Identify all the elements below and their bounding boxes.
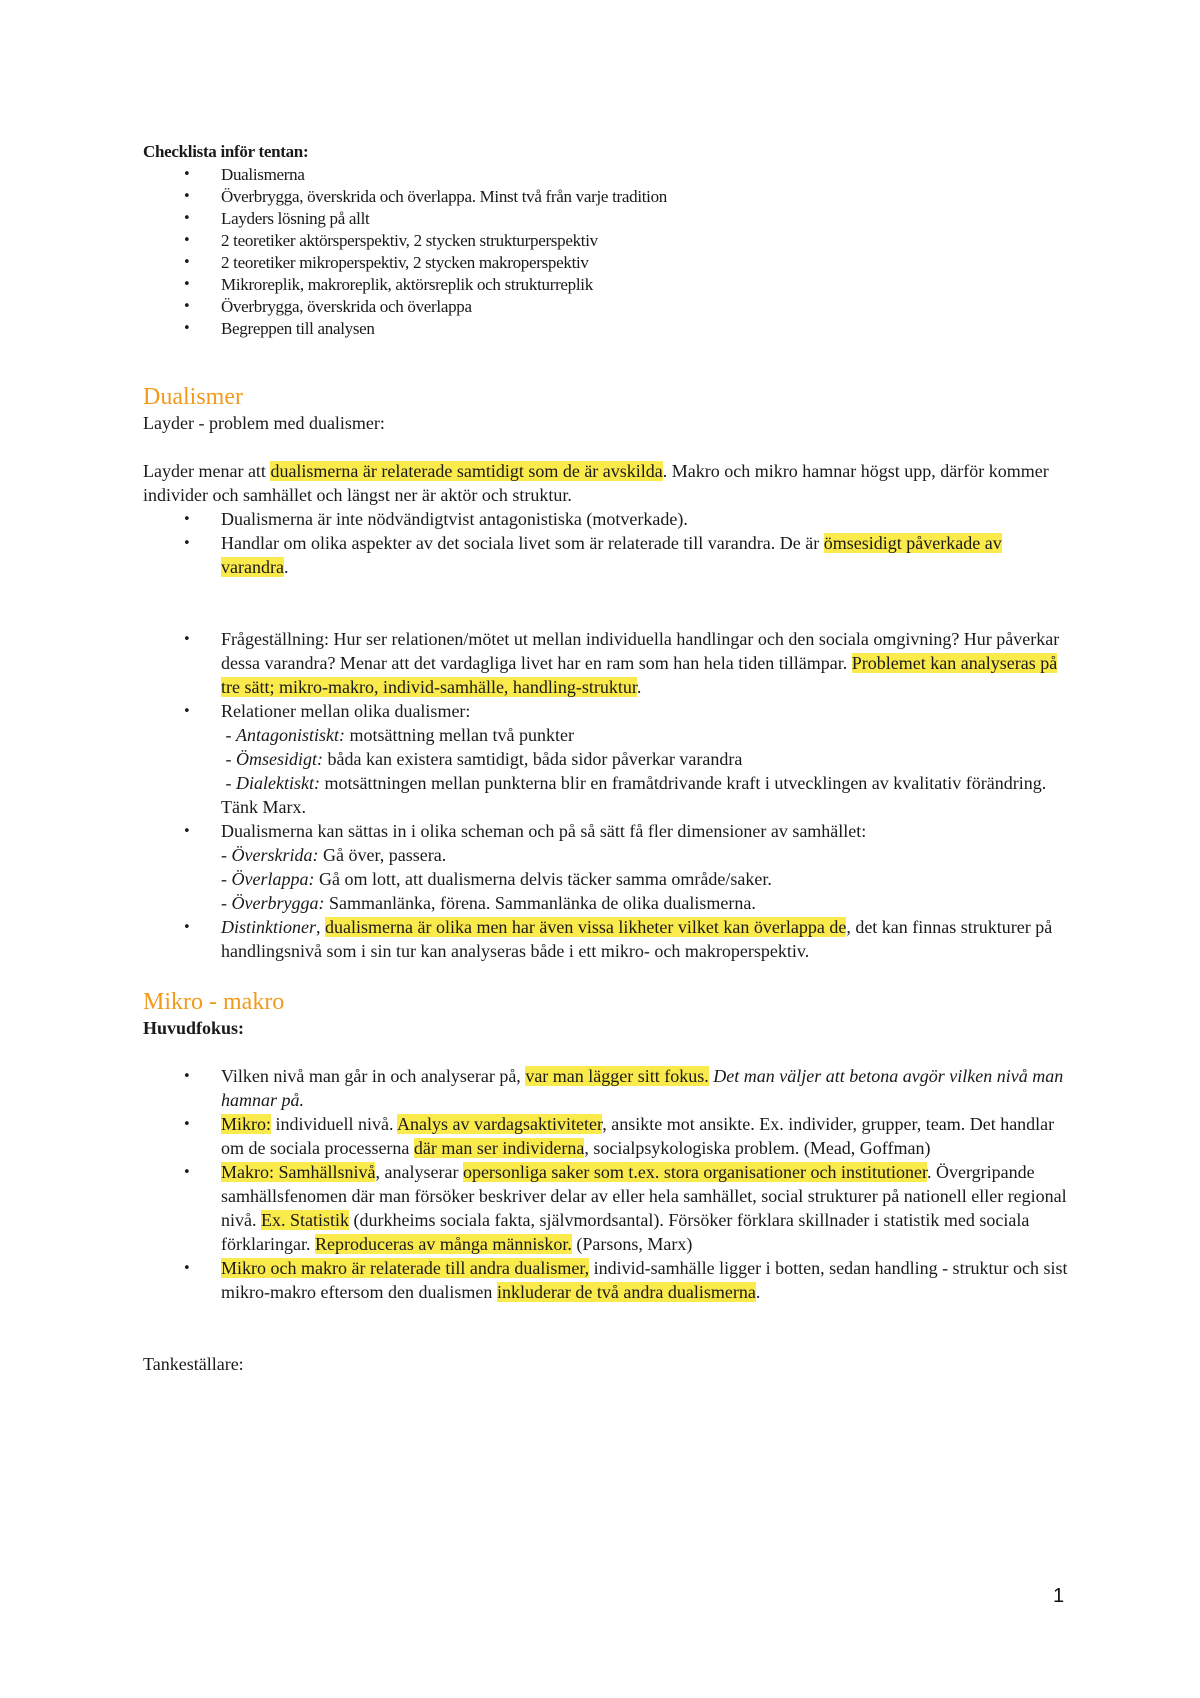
page-number: 1 [1053, 1585, 1065, 1607]
bullet-icon: • [183, 1165, 191, 1180]
closing-line: Tankeställare: [143, 1354, 244, 1374]
dualismer-paragraph: Layder menar att dualismerna är relaterade samtidigt som de är avskilda. Makro och mikro hamnar högst upp, därför kommer individer och samhället och längst ner är aktör och struktur. [143, 461, 1049, 505]
spacer [143, 435, 1073, 459]
list-item: • Vilken nivå man går in och analyserar på, var man lägger sitt fokus. Det man väljer att betona avgör vilken nivå man hamnar på. [183, 1066, 1064, 1110]
list-item: • Dualismerna [183, 165, 305, 184]
page-content [143, 140, 1073, 1376]
dualismer-intro: Layder - problem med dualismer: [143, 413, 385, 433]
list-item: • Mikro: individuell nivå. Analys av vardagsaktiviteter, ansikte mot ansikte. Ex. individer, grupper, team. Det handlar om de sociala processerna där man ser individerna, socialpsykologiska problem. (Mead, Goffman) [183, 1114, 1055, 1158]
bullet-icon: • [183, 211, 191, 226]
bullet-icon: • [183, 321, 191, 336]
list-item: • Layders lösning på allt [183, 209, 370, 228]
bullet-icon: • [183, 1069, 191, 1084]
dualismer-list-2 [143, 627, 1073, 963]
list-item: • 2 teoretiker mikroperspektiv, 2 stycken makroperspektiv [183, 253, 589, 272]
bullet-icon: • [183, 920, 191, 935]
list-item: • Makro: Samhällsnivå, analyserar opersonliga saker som t.ex. stora organisationer och institutioner. Övergripande samhällsfenomen där man försöker beskriver delar av eller hela samhället, social strukturer på nationell eller regional nivå. Ex. Statistik (durkheims sociala fakta, självmordsantal). Försöker förklara skillnader i statistik med sociala förklaringar. Reproduceras av många människor. (Parsons, Marx) [183, 1162, 1067, 1254]
bullet-icon: • [183, 189, 191, 204]
list-item: • Överbrygga, överskrida och överlappa. Minst två från varje tradition [183, 187, 667, 206]
spacer [143, 579, 1073, 627]
dualismer-list [143, 507, 1073, 579]
checklist [143, 164, 1073, 340]
bullet-icon: • [183, 277, 191, 292]
bullet-icon: • [183, 704, 191, 719]
bullet-icon: • [183, 632, 191, 647]
list-item: • Mikro och makro är relaterade till andra dualismer, individ-samhälle ligger i botten, sedan handling - struktur och sist mikro-makro eftersom den dualismen inkluderar de två andra dualismerna. [183, 1258, 1068, 1302]
checklist-title: Checklista inför tentan: [143, 142, 309, 161]
bullet-icon: • [183, 824, 191, 839]
bullet-icon: • [183, 1117, 191, 1132]
bullet-icon: • [183, 536, 191, 551]
spacer [143, 1040, 1073, 1064]
list-item: • Handlar om olika aspekter av det sociala livet som är relaterade till varandra. De är ömsesidigt påverkade av varandra. [183, 533, 1002, 577]
bullet-icon: • [183, 255, 191, 270]
list-item: • Mikroreplik, makroreplik, aktörsreplik och strukturreplik [183, 275, 593, 294]
bullet-icon: • [183, 1261, 191, 1276]
list-item: • 2 teoretiker aktörsperspektiv, 2 stycken strukturperspektiv [183, 231, 598, 250]
spacer [143, 1304, 1073, 1352]
list-item: • Överbrygga, överskrida och överlappa [183, 297, 472, 316]
list-item: • Dualismerna är inte nödvändigtvist antagonistiska (motverkade). [143, 507, 1073, 531]
heading-dualismer: Dualismer [143, 384, 243, 410]
list-item: • Begreppen till analysen [183, 319, 375, 338]
mikro-makro-list [143, 1064, 1073, 1304]
bullet-icon: • [183, 167, 191, 182]
list-item: • Frågeställning: Hur ser relationen/mötet ut mellan individuella handlingar och den sociala omgivning? Hur påverkar dessa varandra? Menar att det vardagliga livet har en ram som han hela tiden tillämpar. Problemet kan analyseras på tre sätt; mikro-makro, individ-samhälle, handling-struktur. [183, 629, 1060, 697]
bullet-icon: • [183, 299, 191, 314]
subheading-huvudfokus: Huvudfokus: [143, 1018, 245, 1038]
heading-mikro-makro: Mikro - makro [143, 989, 285, 1015]
list-item: • Dualismerna kan sättas in i olika scheman och på så sätt få fler dimensioner av samhället: - Överskrida: Gå över, passera. - Överlappa: Gå om lott, att dualismerna delvis täcker samma område/saker. - Överbrygga: Sammanlänka, förena. Sammanlänka de olika dualismerna. [183, 821, 867, 913]
bullet-icon: • [183, 233, 191, 248]
bullet-icon: • [183, 512, 191, 527]
list-item: • Distinktioner, dualismerna är olika men har även vissa likheter vilket kan överlappa de, det kan finnas strukturer på handlingsnivå som i sin tur kan analyseras både i ett mikro- och makroperspektiv. [183, 917, 1053, 961]
list-item: • Relationer mellan olika dualismer: - Antagonistiskt: motsättning mellan två punkter - Ömsesidigt: båda kan existera samtidigt, båda sidor påverkar varandra - Dialektiskt: motsättningen mellan punkterna blir en framåtdrivande kraft i utvecklingen av kvalitativ förändring. Tänk Marx. [183, 701, 1047, 817]
